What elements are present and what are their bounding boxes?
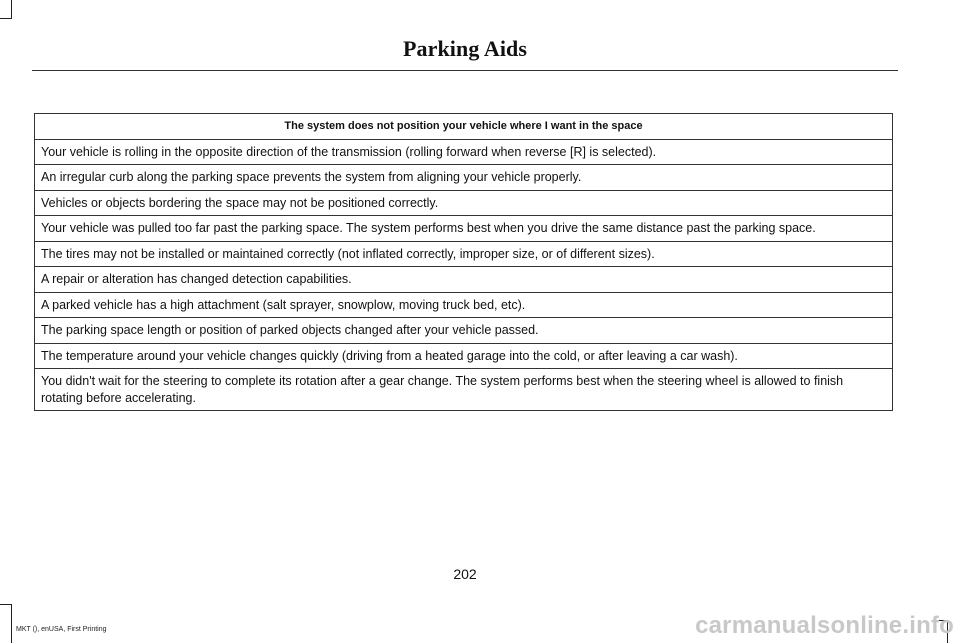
troubleshooting-table	[34, 113, 893, 411]
table-row	[35, 190, 893, 216]
page-number: 202	[453, 566, 477, 582]
table-row	[35, 139, 893, 165]
table-row	[35, 369, 893, 411]
table-cell: The parking space length or position of parked objects changed after your vehicle passed.	[35, 318, 893, 344]
table-header-row	[35, 114, 893, 140]
table-cell: Vehicles or objects bordering the space may not be positioned correctly.	[35, 190, 893, 216]
table-row	[35, 165, 893, 191]
table-row	[35, 292, 893, 318]
table-row	[35, 216, 893, 242]
table-cell: Your vehicle is rolling in the opposite direction of the transmission (rolling forward when reverse [R] is selected).	[35, 139, 893, 165]
title-rule	[32, 70, 898, 71]
crop-mark-bottom-left-horizontal	[0, 604, 12, 605]
table-row	[35, 318, 893, 344]
table-cell: Your vehicle was pulled too far past the parking space. The system performs best when you drive the same distance past the parking space.	[35, 216, 893, 242]
table-cell: An irregular curb along the parking space prevents the system from aligning your vehicle properly.	[35, 165, 893, 191]
crop-mark-bottom-left-vertical	[11, 604, 12, 643]
table-row	[35, 267, 893, 293]
table-cell: The temperature around your vehicle changes quickly (driving from a heated garage into the cold, or after leaving a car wash).	[35, 343, 893, 369]
table-cell: You didn't wait for the steering to complete its rotation after a gear change. The system performs best when the steering wheel is allowed to finish rotating before accelerating.	[35, 369, 893, 411]
table-row	[35, 343, 893, 369]
page-title: Parking Aids	[402, 36, 528, 61]
print-info: MKT (), enUSA, First Printing	[16, 626, 107, 633]
table-cell: A repair or alteration has changed detection capabilities.	[35, 267, 893, 293]
watermark: carmanualsonline.info	[695, 612, 954, 639]
crop-mark-top-left-horizontal	[0, 18, 12, 19]
table-cell: A parked vehicle has a high attachment (salt sprayer, snowplow, moving truck bed, etc).	[35, 292, 893, 318]
table-header: The system does not position your vehicle where I want in the space	[35, 114, 893, 140]
table-row	[35, 241, 893, 267]
crop-mark-top-left-vertical	[11, 0, 12, 18]
table-cell: The tires may not be installed or maintained correctly (not inflated correctly, improper size, or of different sizes).	[35, 241, 893, 267]
